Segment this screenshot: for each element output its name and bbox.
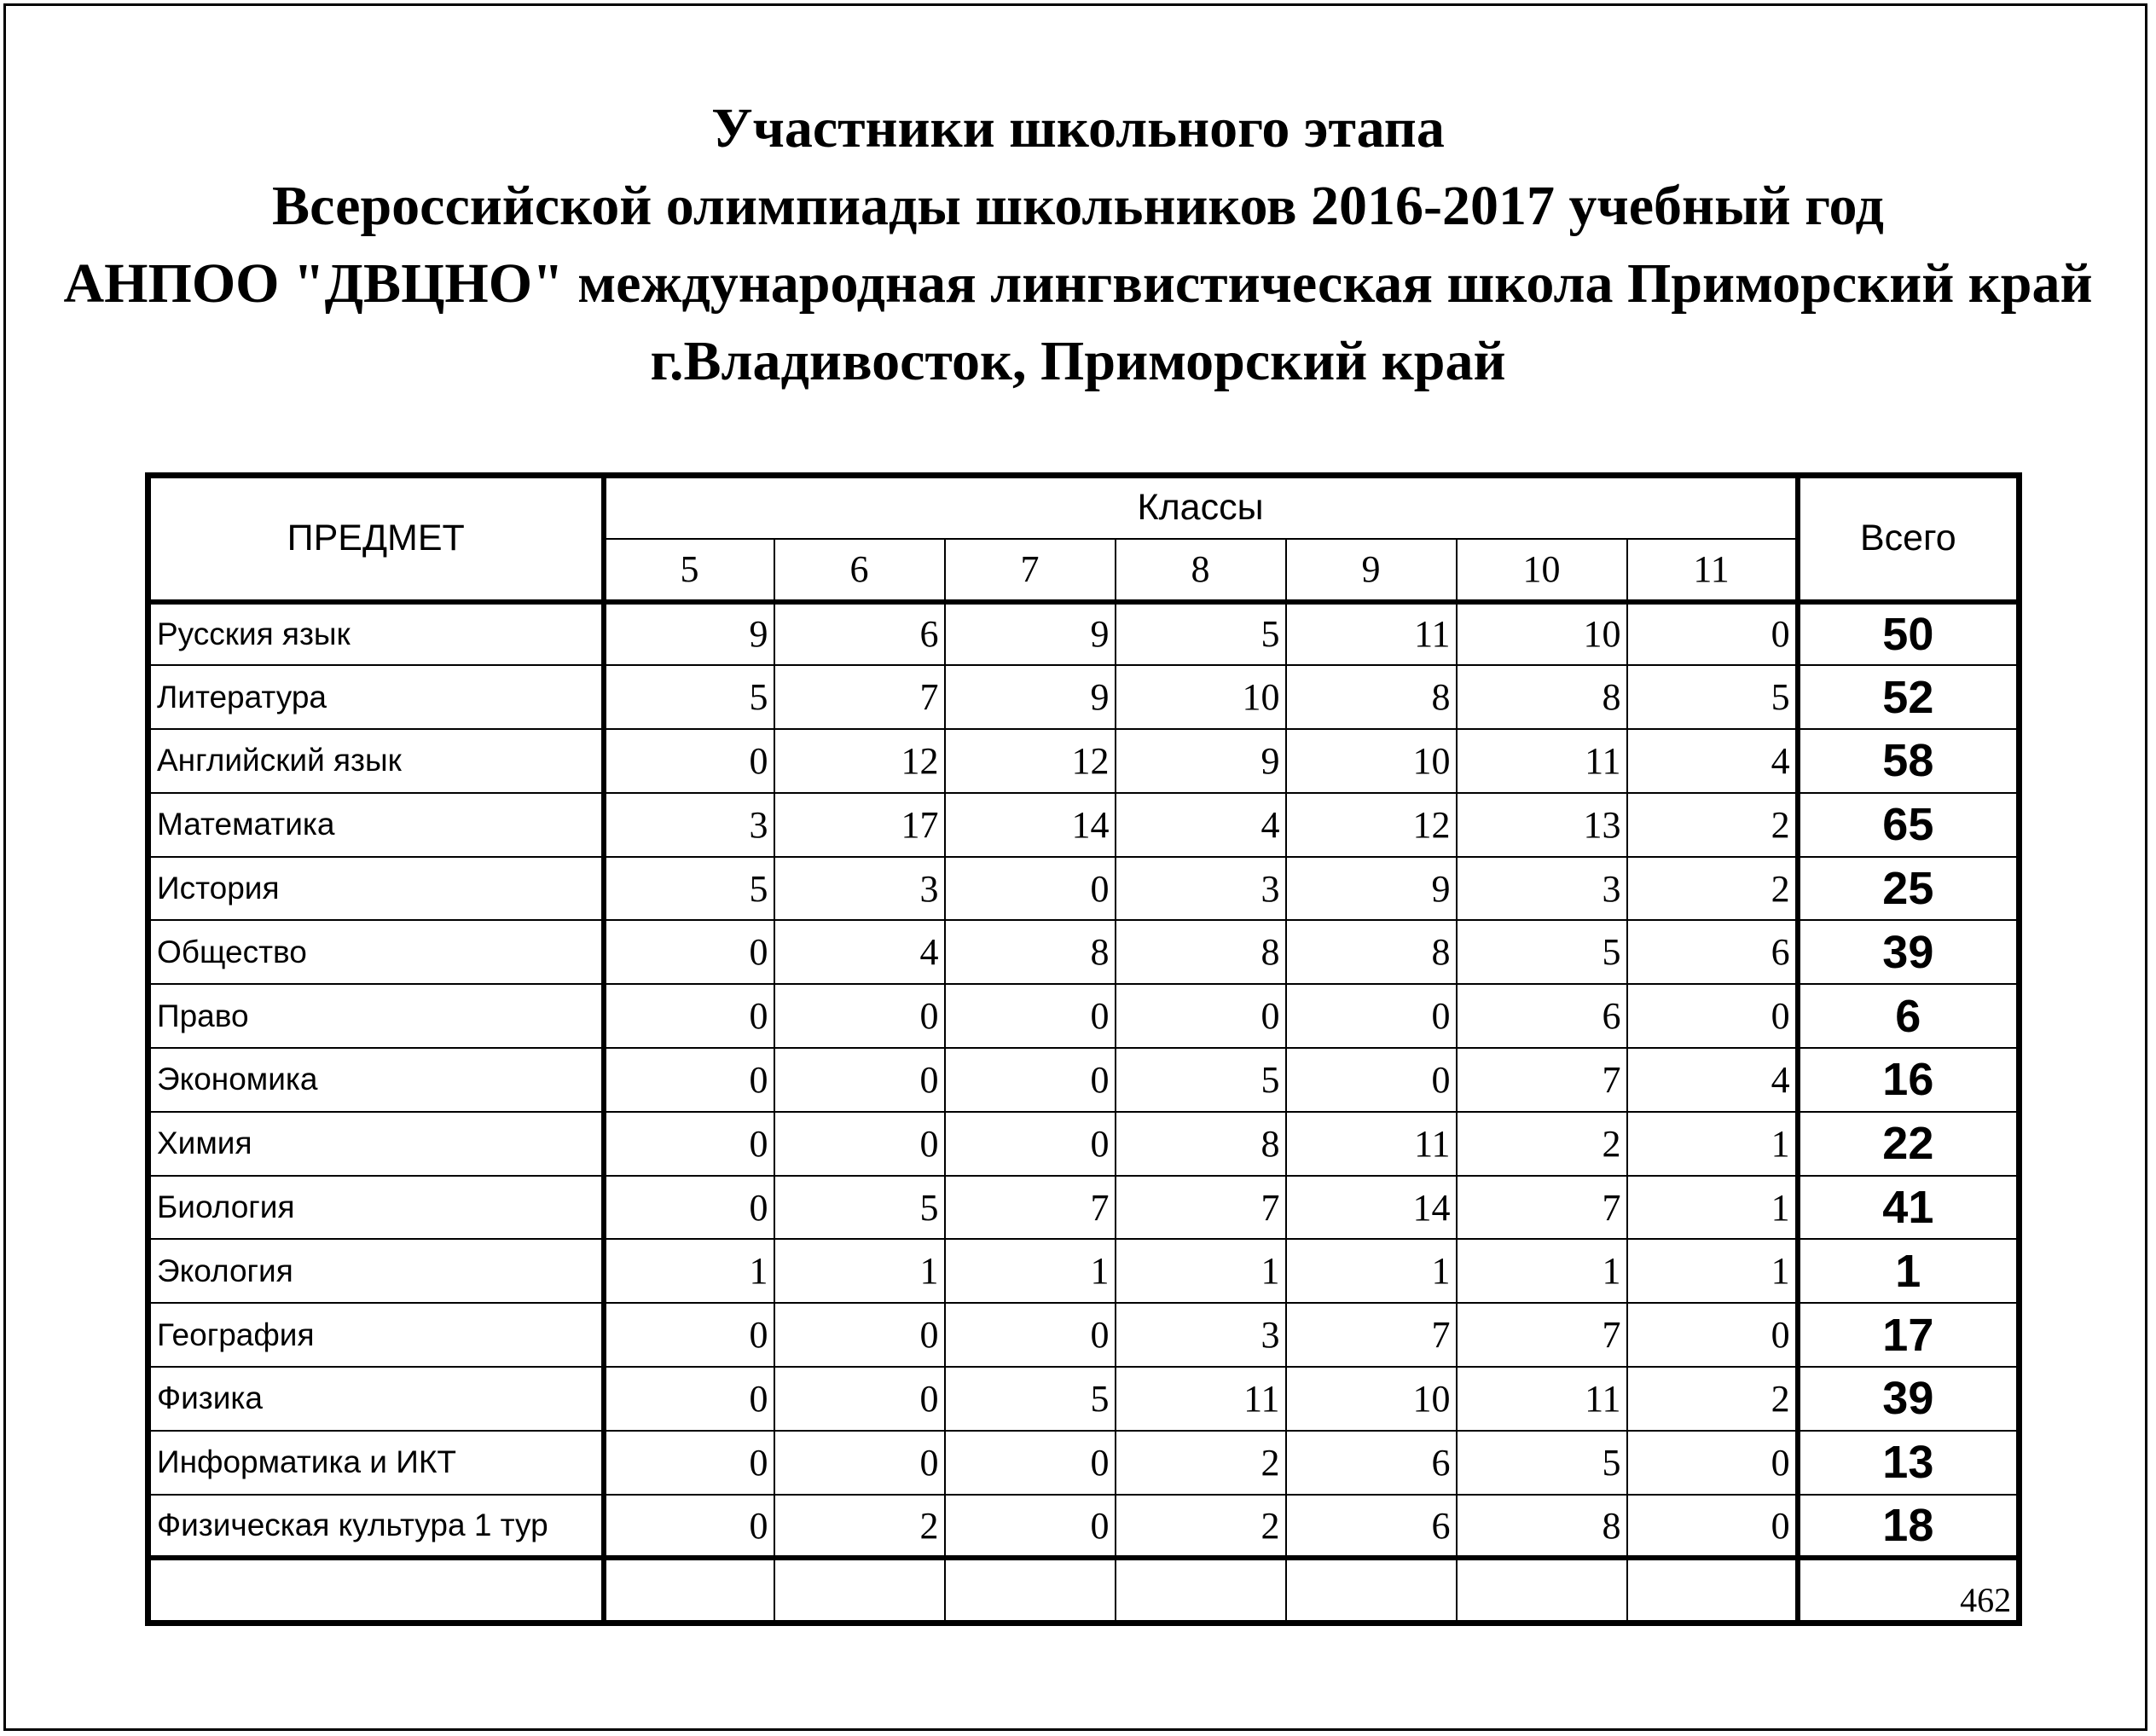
grade-6-count-cell: 0 bbox=[774, 1048, 945, 1112]
grade-10-count-cell: 11 bbox=[1457, 729, 1627, 793]
grade-5-count-cell: 5 bbox=[604, 665, 774, 729]
subject-cell: Физическая культура 1 тур bbox=[148, 1495, 604, 1559]
footer-empty-cell bbox=[604, 1558, 774, 1623]
grade-6-count-cell: 2 bbox=[774, 1495, 945, 1559]
subject-cell: Экономика bbox=[148, 1048, 604, 1112]
grade-8-count-cell: 2 bbox=[1116, 1495, 1286, 1559]
table-row bbox=[148, 729, 2020, 793]
grade-8-count-cell: 0 bbox=[1116, 984, 1286, 1048]
table-row bbox=[148, 1176, 2020, 1240]
heading-line-2: Всероссийской олимпиады школьников 2016-2017 учебный год bbox=[272, 175, 1884, 237]
subject-cell: Английский язык bbox=[148, 729, 604, 793]
grade-11-count-cell: 0 bbox=[1627, 984, 1798, 1048]
subject-cell: Физика bbox=[148, 1367, 604, 1431]
grade-6-count-cell: 3 bbox=[774, 857, 945, 921]
footer-empty-cell bbox=[945, 1558, 1116, 1623]
grade-10-count-cell: 11 bbox=[1457, 1367, 1627, 1431]
grade-7-count-cell: 0 bbox=[945, 1303, 1116, 1367]
grade-header-7: 7 bbox=[945, 539, 1116, 602]
grade-11-count-cell: 1 bbox=[1627, 1176, 1798, 1240]
subject-total-cell: 25 bbox=[1798, 857, 2020, 921]
heading-line-3: АНПОО "ДВЦНО" международная лингвистическая школа Приморский край bbox=[63, 252, 2093, 315]
grade-header-9: 9 bbox=[1286, 539, 1457, 602]
grade-6-count-cell: 6 bbox=[774, 602, 945, 666]
grade-10-count-cell: 5 bbox=[1457, 1431, 1627, 1495]
grade-6-count-cell: 1 bbox=[774, 1239, 945, 1303]
grade-9-count-cell: 12 bbox=[1286, 793, 1457, 857]
grade-6-count-cell: 0 bbox=[774, 1112, 945, 1176]
subject-cell: История bbox=[148, 857, 604, 921]
grade-9-count-cell: 6 bbox=[1286, 1495, 1457, 1559]
grade-11-count-cell: 6 bbox=[1627, 920, 1798, 984]
grade-7-count-cell: 0 bbox=[945, 1048, 1116, 1112]
participants-table bbox=[145, 472, 2022, 1626]
table-row bbox=[148, 665, 2020, 729]
grade-7-count-cell: 9 bbox=[945, 602, 1116, 666]
grade-11-count-cell: 2 bbox=[1627, 857, 1798, 921]
grade-10-count-cell: 1 bbox=[1457, 1239, 1627, 1303]
grade-8-count-cell: 8 bbox=[1116, 920, 1286, 984]
grade-8-count-cell: 9 bbox=[1116, 729, 1286, 793]
grade-10-count-cell: 3 bbox=[1457, 857, 1627, 921]
grade-5-count-cell: 0 bbox=[604, 1303, 774, 1367]
grade-10-count-cell: 10 bbox=[1457, 602, 1627, 666]
subject-total-cell: 22 bbox=[1798, 1112, 2020, 1176]
grade-11-count-cell: 2 bbox=[1627, 1367, 1798, 1431]
grade-5-count-cell: 0 bbox=[604, 1112, 774, 1176]
subject-cell: Химия bbox=[148, 1112, 604, 1176]
grade-9-count-cell: 8 bbox=[1286, 665, 1457, 729]
grade-8-count-cell: 11 bbox=[1116, 1367, 1286, 1431]
footer-row bbox=[148, 1558, 2020, 1623]
grade-7-count-cell: 12 bbox=[945, 729, 1116, 793]
grade-7-count-cell: 14 bbox=[945, 793, 1116, 857]
subject-total-cell: 39 bbox=[1798, 920, 2020, 984]
grade-5-count-cell: 0 bbox=[604, 1495, 774, 1559]
table-row bbox=[148, 1431, 2020, 1495]
subject-cell: Биология bbox=[148, 1176, 604, 1240]
table-row bbox=[148, 920, 2020, 984]
subject-total-cell: 16 bbox=[1798, 1048, 2020, 1112]
subject-total-cell: 52 bbox=[1798, 665, 2020, 729]
heading-line-4: г.Владивосток, Приморский край bbox=[650, 330, 1506, 392]
grade-5-count-cell: 0 bbox=[604, 1367, 774, 1431]
footer-empty-cell bbox=[1627, 1558, 1798, 1623]
footer-empty-cell bbox=[1116, 1558, 1286, 1623]
subject-total-cell: 41 bbox=[1798, 1176, 2020, 1240]
grade-9-count-cell: 7 bbox=[1286, 1303, 1457, 1367]
grade-10-count-cell: 7 bbox=[1457, 1303, 1627, 1367]
grade-9-count-cell: 0 bbox=[1286, 984, 1457, 1048]
grade-7-count-cell: 8 bbox=[945, 920, 1116, 984]
subject-total-cell: 50 bbox=[1798, 602, 2020, 666]
subject-cell: Литература bbox=[148, 665, 604, 729]
grade-10-count-cell: 5 bbox=[1457, 920, 1627, 984]
grade-7-count-cell: 0 bbox=[945, 1431, 1116, 1495]
grade-5-count-cell: 0 bbox=[604, 984, 774, 1048]
grade-7-count-cell: 7 bbox=[945, 1176, 1116, 1240]
table-row bbox=[148, 1048, 2020, 1112]
total-header: Всего bbox=[1798, 476, 2020, 602]
table-row bbox=[148, 1112, 2020, 1176]
grade-11-count-cell: 4 bbox=[1627, 729, 1798, 793]
table-row bbox=[148, 602, 2020, 666]
grade-8-count-cell: 8 bbox=[1116, 1112, 1286, 1176]
table-row bbox=[148, 1303, 2020, 1367]
footer-empty-cell bbox=[148, 1558, 604, 1623]
subject-cell: Экология bbox=[148, 1239, 604, 1303]
grade-11-count-cell: 0 bbox=[1627, 1303, 1798, 1367]
subject-total-cell: 18 bbox=[1798, 1495, 2020, 1559]
grade-10-count-cell: 8 bbox=[1457, 665, 1627, 729]
grade-6-count-cell: 4 bbox=[774, 920, 945, 984]
grade-5-count-cell: 0 bbox=[604, 1431, 774, 1495]
grade-8-count-cell: 4 bbox=[1116, 793, 1286, 857]
grade-header-10: 10 bbox=[1457, 539, 1627, 602]
grade-8-count-cell: 2 bbox=[1116, 1431, 1286, 1495]
table-body bbox=[148, 602, 2020, 1559]
grade-10-count-cell: 8 bbox=[1457, 1495, 1627, 1559]
grade-8-count-cell: 1 bbox=[1116, 1239, 1286, 1303]
subject-cell: Право bbox=[148, 984, 604, 1048]
grade-7-count-cell: 0 bbox=[945, 857, 1116, 921]
grade-6-count-cell: 0 bbox=[774, 1367, 945, 1431]
grade-6-count-cell: 0 bbox=[774, 984, 945, 1048]
grade-7-count-cell: 1 bbox=[945, 1239, 1116, 1303]
grade-7-count-cell: 5 bbox=[945, 1367, 1116, 1431]
grade-9-count-cell: 11 bbox=[1286, 602, 1457, 666]
subject-total-cell: 1 bbox=[1798, 1239, 2020, 1303]
grade-6-count-cell: 12 bbox=[774, 729, 945, 793]
grade-9-count-cell: 10 bbox=[1286, 1367, 1457, 1431]
grade-5-count-cell: 0 bbox=[604, 1048, 774, 1112]
grade-7-count-cell: 9 bbox=[945, 665, 1116, 729]
grade-11-count-cell: 2 bbox=[1627, 793, 1798, 857]
grade-6-count-cell: 0 bbox=[774, 1431, 945, 1495]
grand-total: 462 bbox=[1798, 1558, 2020, 1623]
grade-8-count-cell: 7 bbox=[1116, 1176, 1286, 1240]
grade-11-count-cell: 0 bbox=[1627, 602, 1798, 666]
table-row bbox=[148, 1239, 2020, 1303]
table-row bbox=[148, 984, 2020, 1048]
grade-header-5: 5 bbox=[604, 539, 774, 602]
grade-5-count-cell: 0 bbox=[604, 1176, 774, 1240]
grade-9-count-cell: 14 bbox=[1286, 1176, 1457, 1240]
grade-11-count-cell: 1 bbox=[1627, 1112, 1798, 1176]
grade-header-8: 8 bbox=[1116, 539, 1286, 602]
grade-6-count-cell: 17 bbox=[774, 793, 945, 857]
grade-9-count-cell: 10 bbox=[1286, 729, 1457, 793]
table-row bbox=[148, 857, 2020, 921]
subject-total-cell: 13 bbox=[1798, 1431, 2020, 1495]
grade-5-count-cell: 3 bbox=[604, 793, 774, 857]
grade-8-count-cell: 3 bbox=[1116, 857, 1286, 921]
grade-9-count-cell: 6 bbox=[1286, 1431, 1457, 1495]
grades-header: Классы bbox=[604, 476, 1798, 539]
document-heading bbox=[0, 90, 2156, 400]
grade-6-count-cell: 0 bbox=[774, 1303, 945, 1367]
grade-10-count-cell: 7 bbox=[1457, 1048, 1627, 1112]
grade-6-count-cell: 7 bbox=[774, 665, 945, 729]
grade-10-count-cell: 6 bbox=[1457, 984, 1627, 1048]
subject-total-cell: 39 bbox=[1798, 1367, 2020, 1431]
subject-total-cell: 17 bbox=[1798, 1303, 2020, 1367]
header-row-top bbox=[148, 476, 2020, 539]
grade-8-count-cell: 5 bbox=[1116, 1048, 1286, 1112]
grade-11-count-cell: 0 bbox=[1627, 1431, 1798, 1495]
footer-empty-cell bbox=[774, 1558, 945, 1623]
grade-9-count-cell: 1 bbox=[1286, 1239, 1457, 1303]
grade-11-count-cell: 1 bbox=[1627, 1239, 1798, 1303]
subject-cell: Математика bbox=[148, 793, 604, 857]
grade-header-11: 11 bbox=[1627, 539, 1798, 602]
grade-9-count-cell: 8 bbox=[1286, 920, 1457, 984]
grade-11-count-cell: 4 bbox=[1627, 1048, 1798, 1112]
table-row bbox=[148, 1495, 2020, 1559]
footer-empty-cell bbox=[1457, 1558, 1627, 1623]
table-row bbox=[148, 1367, 2020, 1431]
grade-5-count-cell: 0 bbox=[604, 920, 774, 984]
grade-8-count-cell: 10 bbox=[1116, 665, 1286, 729]
subject-cell: Информатика и ИКТ bbox=[148, 1431, 604, 1495]
grade-5-count-cell: 5 bbox=[604, 857, 774, 921]
table-row bbox=[148, 793, 2020, 857]
grade-5-count-cell: 9 bbox=[604, 602, 774, 666]
grade-10-count-cell: 7 bbox=[1457, 1176, 1627, 1240]
subject-cell: Общество bbox=[148, 920, 604, 984]
subject-total-cell: 6 bbox=[1798, 984, 2020, 1048]
grade-5-count-cell: 0 bbox=[604, 729, 774, 793]
grade-5-count-cell: 1 bbox=[604, 1239, 774, 1303]
grade-10-count-cell: 13 bbox=[1457, 793, 1627, 857]
subject-total-cell: 58 bbox=[1798, 729, 2020, 793]
grade-6-count-cell: 5 bbox=[774, 1176, 945, 1240]
subject-cell: География bbox=[148, 1303, 604, 1367]
grade-7-count-cell: 0 bbox=[945, 1495, 1116, 1559]
grade-9-count-cell: 9 bbox=[1286, 857, 1457, 921]
grade-9-count-cell: 11 bbox=[1286, 1112, 1457, 1176]
subject-header: ПРЕДМЕТ bbox=[148, 476, 604, 602]
grade-8-count-cell: 5 bbox=[1116, 602, 1286, 666]
grade-11-count-cell: 0 bbox=[1627, 1495, 1798, 1559]
grade-8-count-cell: 3 bbox=[1116, 1303, 1286, 1367]
grade-11-count-cell: 5 bbox=[1627, 665, 1798, 729]
grade-header-6: 6 bbox=[774, 539, 945, 602]
subject-total-cell: 65 bbox=[1798, 793, 2020, 857]
grade-7-count-cell: 0 bbox=[945, 1112, 1116, 1176]
grade-7-count-cell: 0 bbox=[945, 984, 1116, 1048]
subject-cell: Русския язык bbox=[148, 602, 604, 666]
footer-empty-cell bbox=[1286, 1558, 1457, 1623]
grade-10-count-cell: 2 bbox=[1457, 1112, 1627, 1176]
heading-line-1: Участники школьного этапа bbox=[711, 97, 1445, 159]
grade-9-count-cell: 0 bbox=[1286, 1048, 1457, 1112]
